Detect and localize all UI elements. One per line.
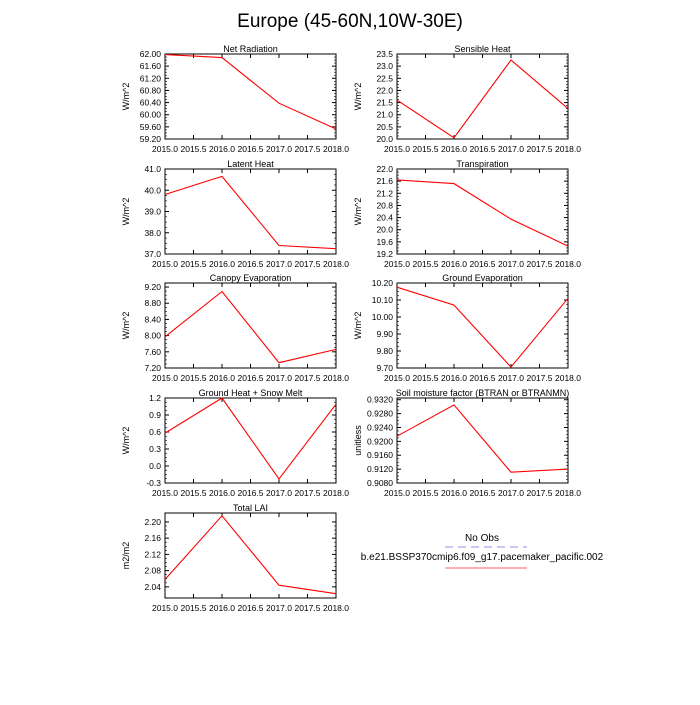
x-tick-label: 2016.5 [470,373,496,383]
panel-title: Net Radiation [223,44,278,54]
x-tick-label: 2016.0 [441,488,467,498]
x-tick-label: 2016.0 [209,603,235,613]
y-tick-label: 0.9120 [367,464,393,474]
plot-frame [397,54,568,139]
x-tick-label: 2016.5 [470,488,496,498]
x-tick-label: 2016.0 [209,488,235,498]
y-tick-label: 0.0 [149,461,161,471]
x-tick-label: 2017.5 [295,373,321,383]
x-tick-label: 2015.5 [413,488,439,498]
x-tick-label: 2015.0 [384,144,410,154]
y-tick-label: 38.0 [144,228,161,238]
x-tick-label: 2017.5 [527,144,553,154]
y-tick-label: 7.20 [144,363,161,373]
x-tick-label: 2017.0 [498,488,524,498]
panel-title: Canopy Evaporation [210,273,292,283]
x-tick-label: 2018.0 [323,488,349,498]
y-tick-label: 10.20 [372,278,394,288]
x-tick-label: 2017.5 [295,603,321,613]
y-tick-label: 22.5 [376,73,393,83]
panel-title: Sensible Heat [454,44,511,54]
x-tick-label: 2016.5 [238,488,264,498]
panel-canopy-evaporation [121,273,349,383]
y-tick-label: 8.80 [144,298,161,308]
panel-net-radiation [121,44,349,154]
x-tick-label: 2017.0 [266,259,292,269]
plot-frame [165,398,336,483]
panel-sensible-heat [353,44,581,154]
y-tick-label: 0.9080 [367,478,393,488]
y-tick-label: 60.40 [140,98,162,108]
y-tick-label: 2.20 [144,517,161,527]
y-tick-label: 61.60 [140,61,162,71]
y-tick-label: 0.9240 [367,422,393,432]
x-tick-label: 2017.0 [266,603,292,613]
series-line-model [397,287,568,367]
y-tick-label: 23.5 [376,49,393,59]
x-tick-label: 2018.0 [323,259,349,269]
y-tick-label: 8.40 [144,314,161,324]
y-tick-label: 20.0 [376,225,393,235]
series-line-model [397,405,568,472]
x-tick-label: 2016.0 [209,144,235,154]
x-tick-label: 2017.5 [295,488,321,498]
panel-ground-evaporation [353,273,581,383]
x-tick-label: 2015.5 [181,144,207,154]
y-axis-label: W/m^2 [121,312,131,340]
y-tick-label: 9.20 [144,282,161,292]
y-tick-label: 21.0 [376,110,393,120]
x-tick-label: 2017.5 [527,259,553,269]
legend [361,533,604,568]
y-tick-label: 40.0 [144,185,161,195]
x-tick-label: 2016.5 [238,144,264,154]
x-tick-label: 2015.0 [384,488,410,498]
x-tick-label: 2015.0 [384,259,410,269]
x-tick-label: 2018.0 [323,144,349,154]
x-tick-label: 2015.5 [413,259,439,269]
y-tick-label: 21.2 [376,188,393,198]
y-tick-label: 2.12 [144,549,161,559]
y-tick-label: 22.0 [376,164,393,174]
y-tick-label: 59.20 [140,134,162,144]
x-tick-label: 2015.5 [181,373,207,383]
x-tick-label: 2018.0 [323,373,349,383]
y-tick-label: 1.2 [149,393,161,403]
y-tick-label: 37.0 [144,249,161,259]
x-tick-label: 2015.0 [384,373,410,383]
y-tick-label: 20.8 [376,200,393,210]
panel-title: Ground Heat + Snow Melt [199,388,303,398]
y-axis-label: W/m^2 [121,198,131,226]
x-tick-label: 2016.5 [238,603,264,613]
y-tick-label: 9.80 [376,346,393,356]
x-tick-label: 2017.5 [295,144,321,154]
y-tick-label: 20.5 [376,122,393,132]
x-tick-label: 2015.0 [152,259,178,269]
y-tick-label: 22.0 [376,85,393,95]
figure-title: Europe (45-60N,10W-30E) [237,11,463,32]
y-axis-label: W/m^2 [353,83,363,111]
x-tick-label: 2016.5 [470,144,496,154]
y-tick-label: 0.9280 [367,409,393,419]
x-tick-label: 2016.0 [441,259,467,269]
y-tick-label: 0.9 [149,410,161,420]
y-tick-label: 20.4 [376,213,393,223]
panel-title: Total LAI [233,503,268,513]
x-tick-label: 2018.0 [555,488,581,498]
x-tick-label: 2017.5 [527,373,553,383]
y-tick-label: 62.00 [140,49,162,59]
x-tick-label: 2016.5 [238,373,264,383]
y-tick-label: 20.0 [376,134,393,144]
y-axis-label: unitless [353,425,363,456]
y-axis-label: m2/m2 [121,542,131,570]
panel-latent-heat [121,159,349,269]
y-tick-label: 23.0 [376,61,393,71]
series-line-model [397,60,568,138]
x-tick-label: 2018.0 [555,373,581,383]
y-tick-label: 2.04 [144,582,161,592]
y-tick-label: 10.00 [372,312,394,322]
y-tick-label: 2.16 [144,533,161,543]
x-tick-label: 2017.5 [295,259,321,269]
y-axis-label: W/m^2 [121,427,131,455]
panel-title: Soil moisture factor (BTRAN or BTRANMN) [396,388,570,398]
series-line-model [165,516,336,594]
y-tick-label: 2.08 [144,566,161,576]
y-tick-label: 41.0 [144,164,161,174]
panel-title: Transpiration [456,159,508,169]
x-tick-label: 2018.0 [555,144,581,154]
x-tick-label: 2015.0 [152,603,178,613]
x-tick-label: 2015.5 [413,144,439,154]
panel-ground-heat-snow-melt [121,388,349,498]
series-line-model [165,55,336,129]
y-axis-label: W/m^2 [353,198,363,226]
y-tick-label: 0.9160 [367,450,393,460]
x-tick-label: 2017.0 [498,373,524,383]
y-axis-label: W/m^2 [353,312,363,340]
x-tick-label: 2017.0 [266,488,292,498]
panel-total-lai [121,503,349,613]
x-tick-label: 2018.0 [555,259,581,269]
y-tick-label: 21.6 [376,176,393,186]
series-line-model [165,398,336,479]
y-tick-label: 21.5 [376,98,393,108]
panel-soil-moisture-factor-btran-or-btranmn- [353,388,581,498]
y-axis-label: W/m^2 [121,83,131,111]
y-tick-label: 9.90 [376,329,393,339]
x-tick-label: 2017.0 [266,144,292,154]
y-tick-label: 59.60 [140,122,162,132]
panel-transpiration [353,159,581,269]
x-tick-label: 2017.5 [527,488,553,498]
x-tick-label: 2017.0 [266,373,292,383]
x-tick-label: 2016.5 [470,259,496,269]
x-tick-label: 2016.5 [238,259,264,269]
x-tick-label: 2016.0 [441,373,467,383]
x-tick-label: 2018.0 [323,603,349,613]
y-tick-label: 19.6 [376,237,393,247]
series-line-model [165,176,336,248]
x-tick-label: 2015.0 [152,488,178,498]
y-tick-label: 61.20 [140,73,162,83]
plot-frame [165,513,336,598]
x-tick-label: 2016.0 [209,259,235,269]
y-tick-label: 7.60 [144,347,161,357]
y-tick-label: 0.9200 [367,436,393,446]
y-tick-label: 19.2 [376,249,393,259]
legend-label-obs: No Obs [465,533,499,544]
y-tick-label: 8.00 [144,331,161,341]
series-line-model [165,292,336,363]
x-tick-label: 2015.5 [181,259,207,269]
series-line-model [397,180,568,246]
y-tick-label: 0.3 [149,444,161,454]
x-tick-label: 2015.0 [152,373,178,383]
y-tick-label: 60.80 [140,85,162,95]
y-tick-label: 60.00 [140,110,162,120]
x-tick-label: 2015.5 [181,603,207,613]
x-tick-label: 2015.5 [413,373,439,383]
x-tick-label: 2017.0 [498,259,524,269]
x-tick-label: 2015.5 [181,488,207,498]
x-tick-label: 2017.0 [498,144,524,154]
plot-frame [165,54,336,139]
y-tick-label: 10.10 [372,295,394,305]
legend-label-model: b.e21.BSSP370cmip6.f09_g17.pacemaker_pacific.002 [361,552,604,563]
y-tick-label: 0.9320 [367,395,393,405]
x-tick-label: 2015.0 [152,144,178,154]
y-tick-label: 9.70 [376,363,393,373]
y-tick-label: 39.0 [144,207,161,217]
y-tick-label: 0.6 [149,427,161,437]
y-tick-label: -0.3 [146,478,161,488]
x-tick-label: 2016.0 [441,144,467,154]
x-tick-label: 2016.0 [209,373,235,383]
panel-title: Latent Heat [227,159,274,169]
panel-title: Ground Evaporation [442,273,523,283]
